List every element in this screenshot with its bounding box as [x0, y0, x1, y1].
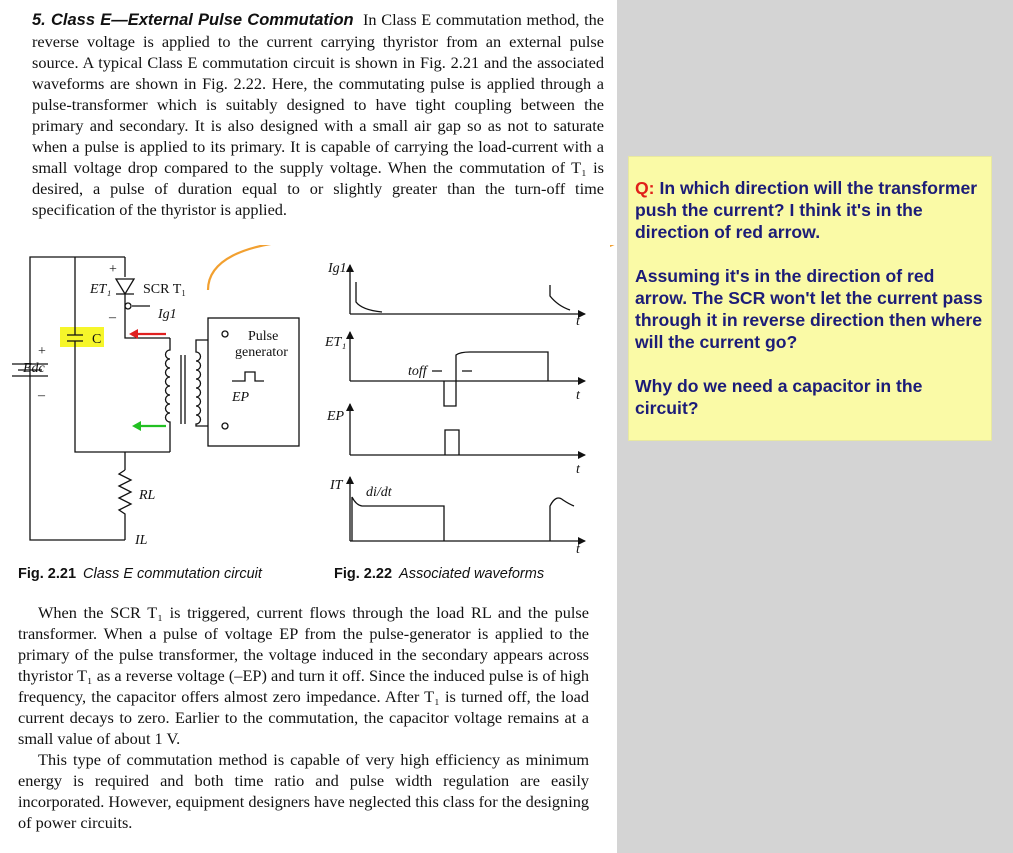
pulse-generator-label-1: Pulse [248, 329, 279, 344]
gate-terminal [125, 303, 131, 309]
it-trace [352, 497, 574, 541]
load-resistor [119, 470, 131, 540]
fig-2-21-text: Class E commutation circuit [83, 566, 262, 582]
primary-winding [196, 340, 208, 426]
scr-label: SCR T₁ [143, 282, 187, 297]
fig-2-22-caption [334, 566, 544, 582]
edc-label: Edc [23, 361, 45, 376]
ep-axis-label: EP [327, 409, 345, 424]
t-label-3: t [576, 462, 580, 477]
figure-area [0, 245, 617, 565]
et1-label: ET₁ [90, 282, 112, 297]
rl-label: RL [139, 488, 156, 503]
note-question [635, 177, 985, 243]
section-heading: 5. Class E—External Pulse Commutation [32, 11, 354, 29]
ig1-label: Ig1 [158, 307, 177, 322]
toff-label: toff [408, 364, 427, 379]
fig-2-22-number: Fig. 2.22 [334, 566, 393, 582]
capacitor-label: C [92, 332, 102, 347]
ep-label: EP [232, 390, 250, 405]
note-paragraph-3: Why do we need a capacitor in the circuit? [635, 376, 923, 418]
fig-2-21-number: Fig. 2.21 [18, 566, 77, 582]
body-paragraph-2: This type of commutation method is capable of very high efficiency as minimum energy is required and both time ratio and pulse width regulation are easily incorporated. However, equipment designers have neglected this class for the designing of power circuits. [18, 750, 589, 832]
ig1-axis-label: Ig1 [328, 261, 347, 276]
minus-top-label: – [109, 310, 116, 325]
t-label-4: t [576, 542, 580, 557]
question-note [628, 156, 992, 441]
et1-trace [444, 352, 548, 406]
question-text: In which direction will the transformer push the current? I think it's in the direction of red arrow. [635, 178, 978, 242]
circuit-diagram [12, 257, 299, 540]
t-label-1: t [576, 314, 580, 329]
plus-top-label: + [109, 262, 117, 277]
intro-text: In Class E commutation method, the reverse voltage is applied to the current carrying thyristor from an external pulse source. A typical Class E commutation circuit is shown in Fig. 2.21 and the associated waveforms are shown in Fig. 2.22. Here, the commutating pulse is applied through a pulse-transformer which is suitably designed to have tight coupling between the primary and secondary. It is also designed with a small air gap so as not to saturate when a pulse is applied to its primary. It is capable of carrying the load-current with a small voltage drop compared to the supply voltage. When the commutation of T₁ is desired, a pulse of duration equal to or slightly greater than the turn-off time specification of the thyristor is applied. [32, 10, 605, 219]
waveform-labels [324, 261, 581, 557]
et1-axis-label: ET₁ [325, 335, 347, 350]
intro-paragraph [32, 9, 604, 220]
t-label-2: t [576, 388, 580, 403]
circuit-labels [22, 262, 288, 548]
it-axis-label: IT [330, 478, 343, 493]
ep-trace [445, 430, 459, 455]
minus-source-label: – [38, 388, 45, 403]
fig-2-21-caption [18, 566, 262, 582]
pulse-generator-label-2: generator [235, 345, 288, 360]
ig1-trace [356, 282, 570, 312]
il-label: IL [135, 533, 148, 548]
pulse-terminal-bottom [222, 423, 228, 429]
pulse-waveform-icon [232, 372, 264, 381]
transformer-core [181, 355, 185, 424]
didt-label: di/dt [366, 485, 392, 500]
note-paragraph-2: Assuming it's in the direction of red arrow. The SCR won't let the current pass through it in reverse direction then where will the current go? [635, 266, 983, 352]
plus-source-label: + [38, 344, 46, 359]
secondary-winding [166, 338, 171, 452]
fig-2-22-text: Associated waveforms [399, 566, 545, 582]
question-label: Q: [635, 178, 655, 198]
annotation-arrowhead [610, 245, 617, 247]
annotation-arrow [208, 245, 608, 290]
body-paragraph-1: When the SCR T₁ is triggered, current flows through the load RL and the pulse transformer. When a pulse of voltage EP from the pulse-generator is applied to the primary of the pulse transformer, the voltage induced in the secondary appears across thyristor T₁ as a reverse voltage (–EP) and turn it off. Since the induced pulse is of high frequency, the capacitor offers almost zero impedance. After T₁ is turned off, the load current decays to zero. Earlier to the commutation, the capacitor voltage remains at a small value of about 1 V. [18, 603, 589, 748]
pulse-terminal-top [222, 331, 228, 337]
